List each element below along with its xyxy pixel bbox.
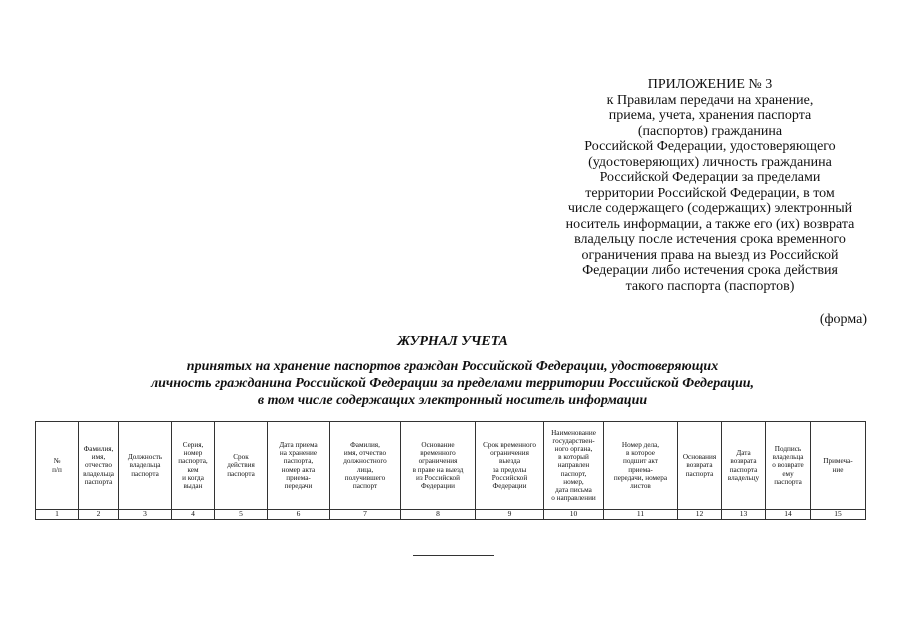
column-header: Должность владельца паспорта	[119, 422, 172, 510]
column-header: Основания возврата паспорта	[678, 422, 722, 510]
journal-subtitle-line: принятых на хранение паспортов граждан Российской Федерации, удостоверяющих	[186, 359, 719, 374]
column-number: 6	[268, 510, 330, 520]
column-header: Фамилия, имя, отчество владельца паспорта	[79, 422, 119, 510]
column-number: 14	[766, 510, 811, 520]
column-header: Номер дела, в которое подшит акт приема- передачи, номера листов	[604, 422, 678, 510]
column-number: 12	[678, 510, 722, 520]
column-number: 13	[722, 510, 766, 520]
column-number: 11	[604, 510, 678, 520]
column-header: Срок временного ограничения выезда за пределы Российской Федерации	[476, 422, 544, 510]
column-number: 10	[544, 510, 604, 520]
column-header: Подпись владельца о возврате ему паспорта	[766, 422, 811, 510]
appendix-line: территории Российской Федерации, в том	[585, 185, 835, 201]
table-number-row	[36, 510, 866, 520]
column-number: 1	[36, 510, 79, 520]
appendix-line: (паспортов) гражданина	[637, 123, 783, 139]
appendix-block	[545, 77, 875, 294]
column-header: Серия, номер паспорта, кем и когда выдан	[172, 422, 215, 510]
appendix-line: к Правилам передачи на хранение,	[606, 92, 814, 108]
column-number: 15	[811, 510, 866, 520]
appendix-line: числе содержащего (содержащих) электронный	[567, 201, 853, 216]
column-number: 2	[79, 510, 119, 520]
appendix-line: носитель информации, а также его (их) возврата	[565, 216, 855, 232]
appendix-line: такого паспорта (паспортов)	[625, 278, 795, 294]
appendix-line: Федерации либо истечения срока действия	[582, 263, 838, 278]
journal-title: ЖУРНАЛ УЧЕТА	[397, 334, 508, 349]
appendix-line: (удостоверяющих) личность гражданина	[588, 154, 832, 170]
column-header: Дата приема на хранение паспорта, номер акта приема- передачи	[268, 422, 330, 510]
column-number: 3	[119, 510, 172, 520]
column-header: Дата возврата паспорта владельцу	[722, 422, 766, 510]
table-header-row	[36, 422, 866, 510]
appendix-line: Российской Федерации за пределами	[599, 170, 821, 185]
journal-subtitle-line: в том числе содержащих электронный носитель информации	[257, 393, 648, 408]
column-header: Примеча- ние	[811, 422, 866, 510]
form-label: (форма)	[819, 312, 867, 327]
appendix-line: приема, учета, хранения паспорта	[608, 108, 812, 123]
column-number: 4	[172, 510, 215, 520]
column-number: 8	[401, 510, 476, 520]
journal-subtitle	[60, 358, 845, 409]
journal-table	[35, 421, 866, 520]
column-header: Наименование государствен- ного органа, в который направлен паспорт, номер, дата письма о направлении	[544, 422, 604, 510]
appendix-line: ограничения права на выезд из Российской	[581, 247, 839, 263]
column-header: Основание временного ограничения в праве на выезд из Российской Федерации	[401, 422, 476, 510]
appendix-title: ПРИЛОЖЕНИЕ № 3	[647, 77, 773, 92]
column-header: Фамилия, имя, отчество должностного лица, получившего паспорт	[330, 422, 401, 510]
journal-subtitle-line: личность гражданина Российской Федерации за пределами территории Российской Федерации,	[150, 376, 755, 391]
appendix-line: Российской Федерации, удостоверяющего	[584, 139, 836, 154]
footer-divider	[413, 555, 494, 556]
column-number: 7	[330, 510, 401, 520]
column-header: № п/п	[36, 422, 79, 510]
appendix-line: владельцу после истечения срока временного	[574, 232, 846, 247]
column-number: 5	[215, 510, 268, 520]
column-header: Срок действия паспорта	[215, 422, 268, 510]
column-number: 9	[476, 510, 544, 520]
